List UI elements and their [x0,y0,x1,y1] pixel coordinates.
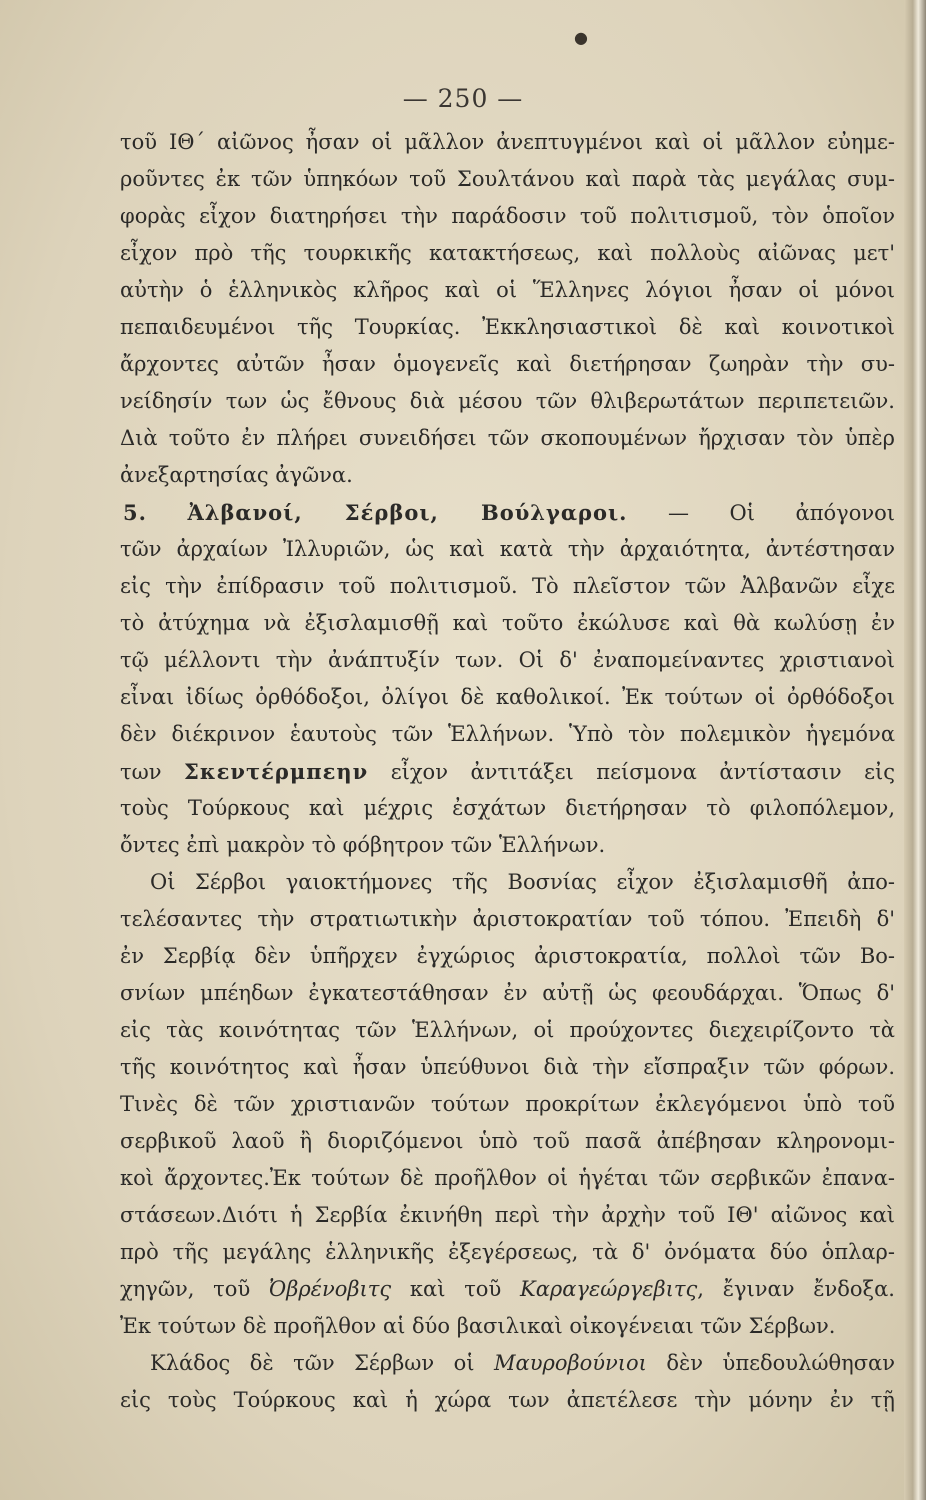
text-fragment: των [120,760,162,784]
text-fragment: καὶ τοῦ [409,1277,502,1301]
text-fragment: καὶ κατὰ τὴν ἀρχαιότητα, ἀντέστησαν [449,537,895,561]
text-line: εἶχον πρὸ τῆς τουρκικῆς κατακτήσεως, καὶ πολλοὺς αἰῶνας μετ' [120,241,895,265]
text-line: εἰς τὰς κοινότητας τῶν Ἑλλήνων, οἱ προύχοντες διεχειρίζοντο τὰ [120,1018,895,1042]
text-line: αὐτὴν ὁ ἑλληνικὸς κλῆρος καὶ οἱ Ἕλληνες λόγιοι ἦσαν οἱ μόνοι [120,278,895,302]
text-line: ροῦντες ἐκ τῶν ὑπηκόων τοῦ Σουλτάνου καὶ παρὰ τὰς μεγάλας συμ- [120,167,895,191]
paragraph-start: Οἱ Σέρβοι γαιοκτήμονες τῆς Βοσνίας εἶχον ἐξισλαμισθῆ ἀπο- [150,870,895,894]
text-line: πρὸ τῆς μεγάλης ἑλληνικῆς ἐξεγέρσεως, τὰ δ' ὀνόματα δύο ὁπλαρ- [120,1240,895,1264]
text-line: φορὰς εἶχον διατηρήσει τὴν παράδοσιν τοῦ πολιτισμοῦ, τὸν ὁποῖον [120,204,895,228]
text-fragment: Κλάδος δὲ τῶν Σέρβων οἱ [150,1351,475,1375]
text-line [120,1276,895,1303]
page-edge [904,0,926,1500]
text-line: Ἐκ τούτων δὲ προῆλθον αἱ δύο βασιλικαὶ οἰκογένειαι τῶν Σέρβων. [120,1314,836,1338]
text-line: εἶναι ἰδίως ὀρθόδοξοι, ὀλίγοι δὲ καθολικοί. Ἐκ τούτων οἱ ὀρθόδοξοι [120,685,895,709]
text-line: εἰς τοὺς Τούρκους καὶ ἡ χώρα των ἀπετέλεσε τὴν μόνην ἐν τῇ [120,1388,895,1412]
italic-name: Μαυροβούνιοι [494,1351,647,1375]
text-line: δὲν διέκρινον ἑαυτοὺς τῶν Ἑλλήνων. Ὑπὸ τὸν πολεμικὸν ἡγεμόνα [120,722,895,746]
section-heading-tail: — Οἱ ἀπόγονοι [668,501,895,525]
page-number: — 250 — [402,84,524,113]
text-line: τὸ ἀτύχημα νὰ ἐξισλαμισθῇ καὶ τοῦτο ἐκώλυσε καὶ θὰ κωλύσῃ ἐν [120,611,895,635]
italic-name: Καραγεώργεβιτς [520,1277,698,1301]
text-fragment: δὲν ὑπεδουλώθησαν [666,1351,895,1375]
text-line: ἀνεξαρτησίας ἀγῶνα. [120,463,353,487]
text-fragment: τῶν ἀρχαίων Ἰλλυριῶν, ὡς [120,537,435,561]
text-line: σερβικοῦ λαοῦ ἢ διοριζόμενοι ὑπὸ τοῦ πασᾶ ἀπέβησαν κληρονομι- [120,1129,895,1153]
text-fragment: χηγῶν, τοῦ [120,1277,251,1301]
text-line: κοὶ ἄρχοντες.Ἐκ τούτων δὲ προῆλθον οἱ ἡγέται τῶν σερβικῶν ἐπανα- [120,1166,895,1190]
text-line: Διὰ τοῦτο ἐν πλήρει συνειδήσει τῶν σκοπουμένων ἤρχισαν τὸν ὑπὲρ [120,426,895,450]
section-number: 5. [123,500,147,525]
italic-name: Ὀβρένοβιτς [268,1277,392,1301]
ink-spot: ● [574,28,588,47]
text-line: τοὺς Τούρκους καὶ μέχρις ἐσχάτων διετήρησαν τὸ φιλοπόλεμον, [120,796,895,820]
text-line [120,536,895,563]
text-line: σνίων μπέηδων ἐγκατεστάθησαν ἐν αὐτῇ ὡς φεουδάρχαι. Ὅπως δ' [120,981,895,1005]
section-heading: Ἀλβανοί, Σέρβοι, Βούλγαροι. [187,500,628,525]
text-line [120,758,895,786]
section-heading-line [123,499,895,527]
text-line: νείδησίν των ὡς ἔθνους διὰ μέσου τῶν θλιβερωτάτων περιπετειῶν. [120,389,895,413]
text-line: ὄντες ἐπὶ μακρὸν τὸ φόβητρον τῶν Ἑλλήνων. [120,833,606,857]
text-line: ἄρχοντες αὐτῶν ἦσαν ὁμογενεῖς καὶ διετήρησαν ζωηρὰν τὴν συ- [120,352,895,376]
text-fragment: , ἔγιναν ἔνδοξα. [697,1277,895,1301]
text-line: στάσεων.Διότι ἡ Σερβία ἐκινήθη περὶ τὴν ἀρχὴν τοῦ ΙΘ' αἰῶνος καὶ [120,1203,895,1227]
text-line: τοῦ ΙΘ΄ αἰῶνος ἦσαν οἱ μᾶλλον ἀνεπτυγμένοι καὶ οἱ μᾶλλον εὐημε- [120,130,895,154]
text-line: πεπαιδευμένοι τῆς Τουρκίας. Ἐκκλησιαστικοὶ δὲ καὶ κοινοτικοὶ [120,315,895,339]
text-line: τελέσαντες τὴν στρατιωτικὴν ἀριστοκρατίαν τοῦ τόπου. Ἐπειδὴ δ' [120,907,895,931]
text-line: ἐν Σερβίᾳ δὲν ὑπῆρχεν ἐγχώριος ἀριστοκρατία, πολλοὶ τῶν Βο- [120,944,895,968]
paragraph-start [150,1350,895,1377]
text-fragment: εἶχον ἀντιτάξει πείσμονα ἀντίστασιν εἰς [390,760,895,784]
bold-name: Σκεντέρμπεην [184,759,369,784]
text-line: τῷ μέλλοντι τὴν ἀνάπτυξίν των. Οἱ δ' ἐναπομείναντες χριστιανοὶ [120,648,895,672]
text-line: τῆς κοινότητος καὶ ἦσαν ὑπεύθυνοι διὰ τὴν εἴσπραξιν τῶν φόρων. [120,1055,895,1079]
text-line: εἰς τὴν ἐπίδρασιν τοῦ πολιτισμοῦ. Τὸ πλεῖστον τῶν Ἀλβανῶν εἶχε [120,574,895,598]
text-line: Τινὲς δὲ τῶν χριστιανῶν τούτων προκρίτων ἐκλεγόμενοι ὑπὸ τοῦ [120,1092,895,1116]
